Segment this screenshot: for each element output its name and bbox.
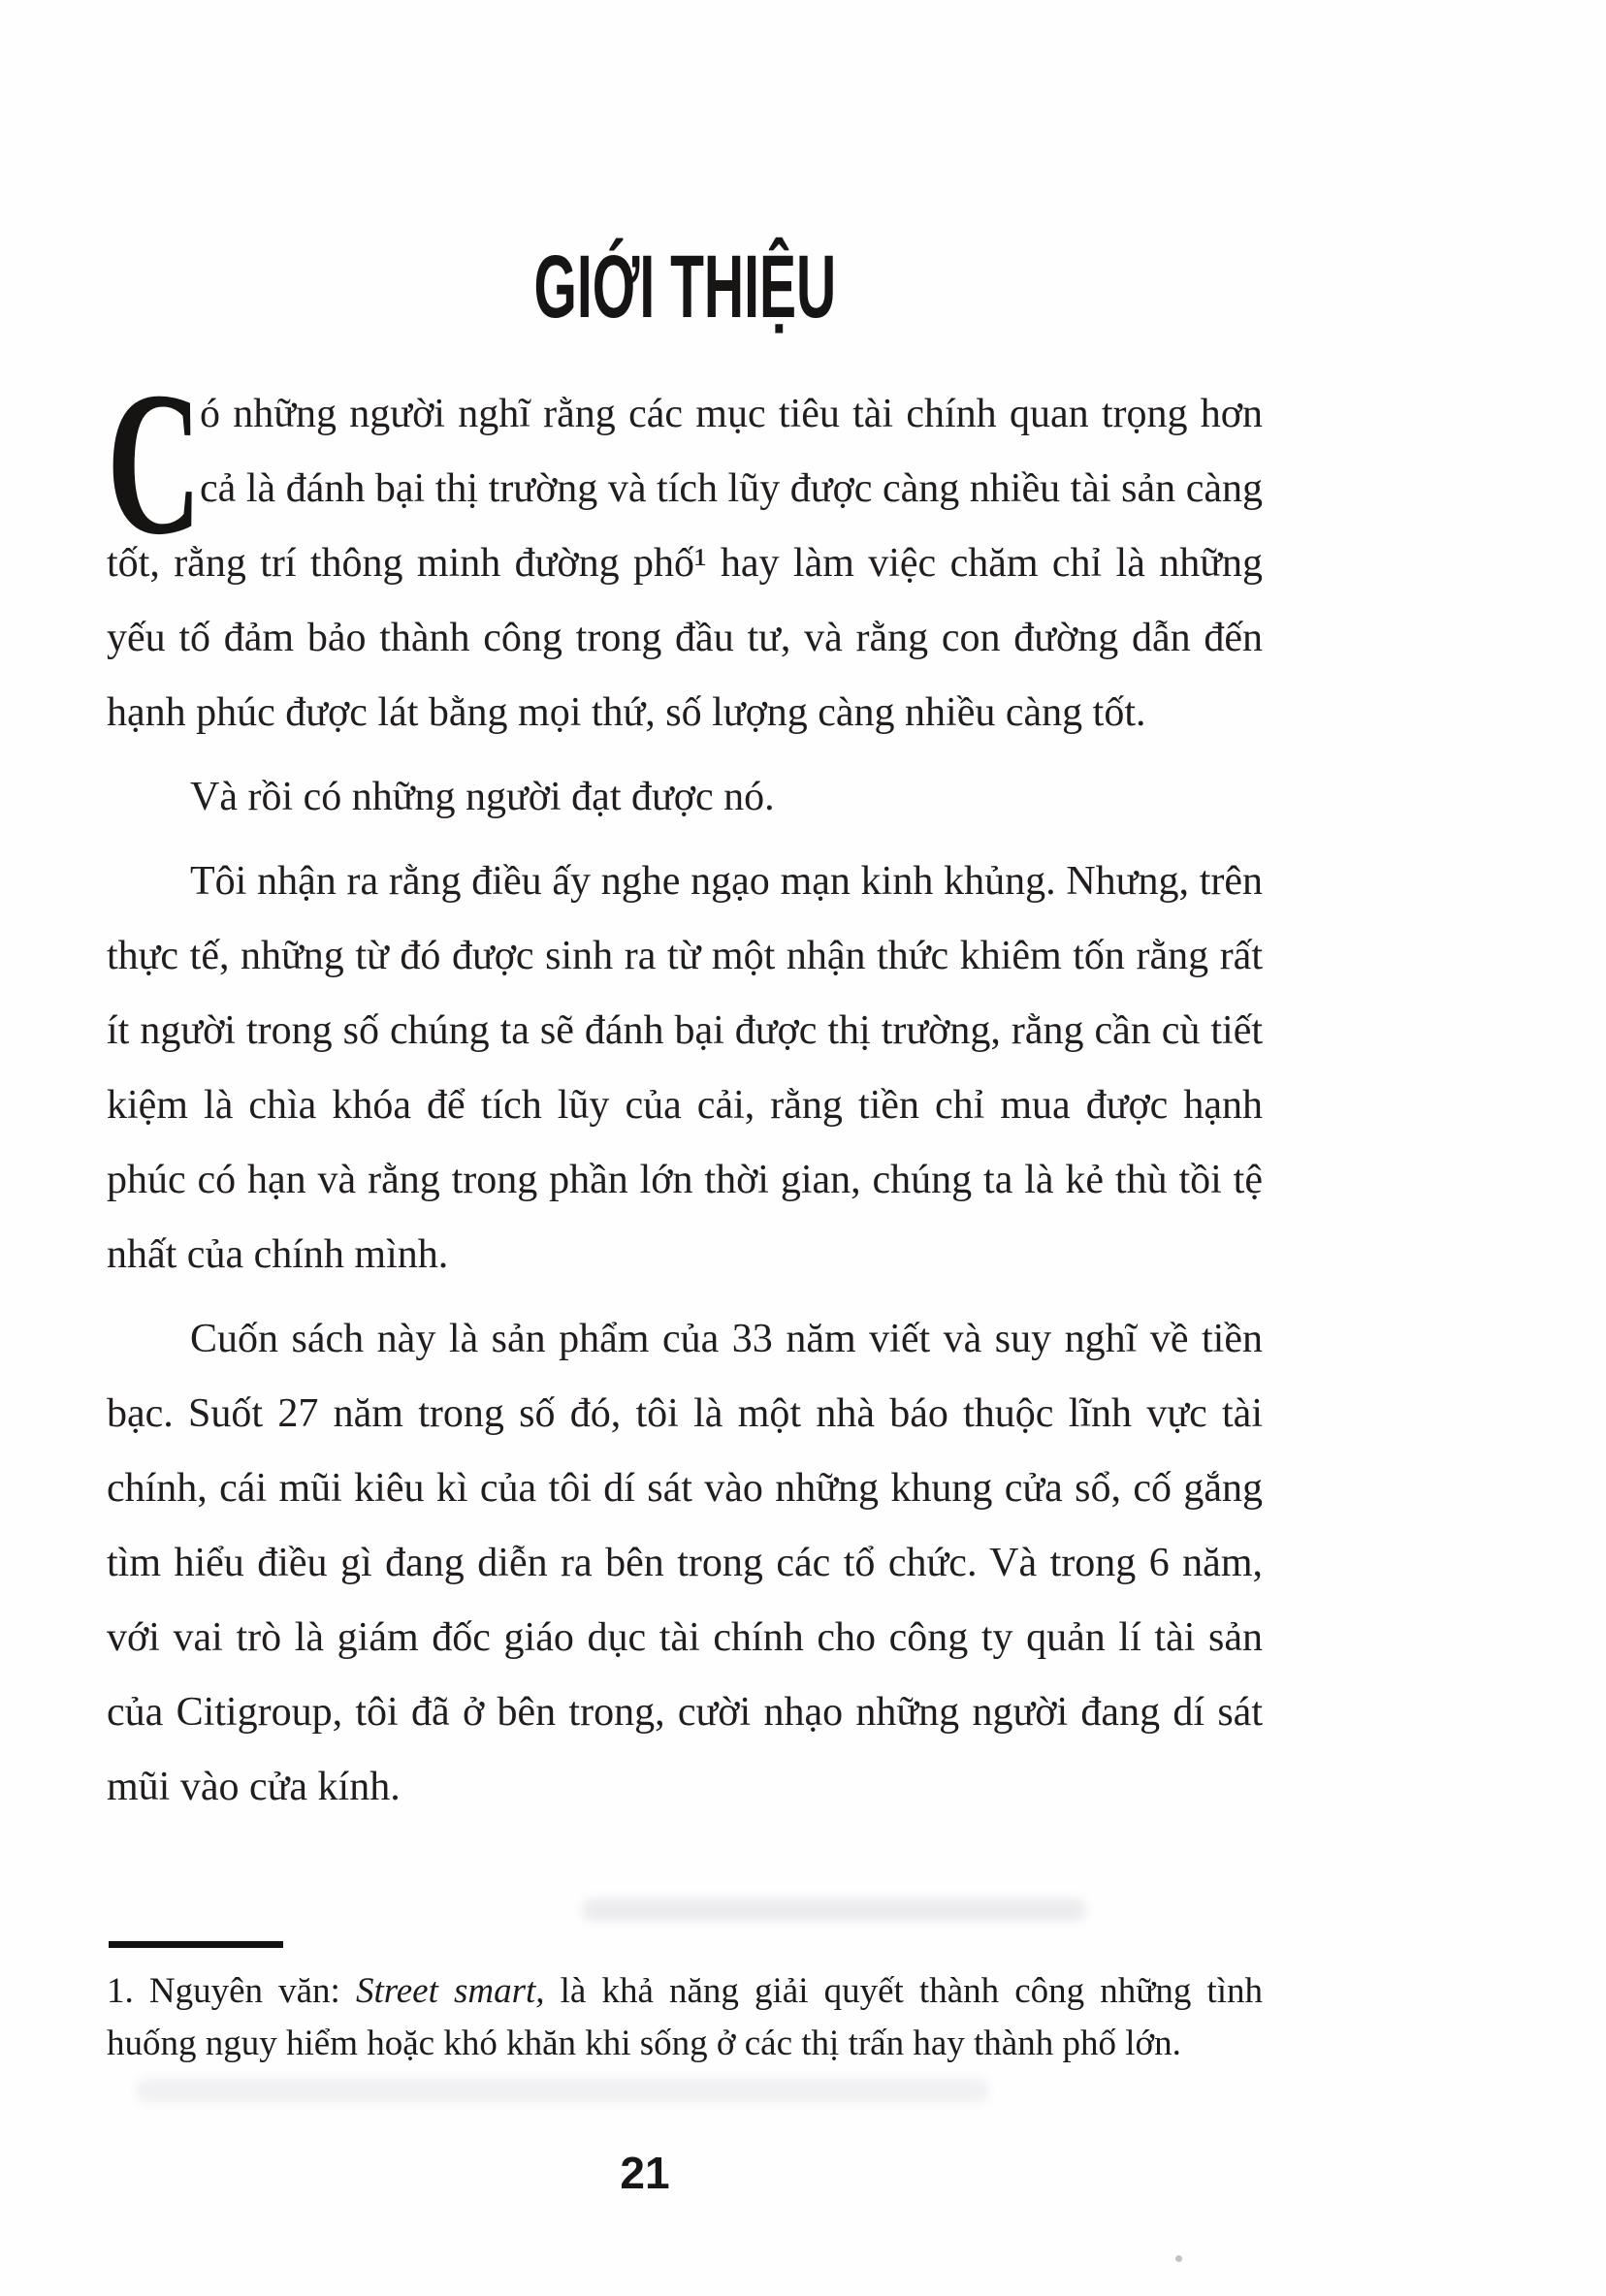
footnote bbox=[107, 1941, 1263, 2070]
text-column bbox=[107, 239, 1263, 1834]
bleed-through-mark bbox=[136, 2079, 989, 2102]
footnote-rest: là khả năng giải quyết thành công những tình huống nguy hiểm hoặc khó khăn khi sống ở các thị trấn hay thành phố lớn. bbox=[107, 1971, 1263, 2063]
bleed-through-mark bbox=[582, 1898, 1086, 1922]
scan-speck bbox=[1175, 2255, 1182, 2262]
body-text bbox=[107, 349, 1263, 1825]
footnote-prefix: 1. Nguyên văn: bbox=[107, 1971, 356, 2011]
paragraph-4: Cuốn sách này là sản phẩm của 33 năm viết và suy nghĩ về tiền bạc. Suốt 27 năm trong số đó, tôi là một nhà báo thuộc lĩnh vực tài chính, cái mũi kiêu kì của tôi dí sát vào những khung cửa sổ, cố gắng tìm hiểu điều gì đang diễn ra bên trong các tổ chức. Và trong 6 năm, với vai trò là giám đốc giáo dục tài chính cho công ty quản lí tài sản của Citigroup, tôi đã ở bên trong, cười nhạo những người đang dí sát mũi vào cửa kính. bbox=[107, 1317, 1263, 1810]
paragraph-1-text: ó những người nghĩ rằng các mục tiêu tài chính quan trọng hơn cả là đánh bại thị trường và tích lũy được càng nhiều tài sản càng tốt, rằng trí thông minh đường phố¹ hay làm việc chăm chỉ là những yếu tố đảm bảo thành công trong đầu tư, và rằng con đường dẫn đến hạnh phúc được lát bằng mọi thứ, số lượng càng nhiều càng tốt. bbox=[107, 392, 1263, 736]
page-number: 21 bbox=[620, 2148, 670, 2198]
footnote-text bbox=[107, 1965, 1263, 2070]
paragraph-2: Và rồi có những người đạt được nó. bbox=[190, 775, 775, 820]
paragraph-3: Tôi nhận ra rằng điều ấy nghe ngạo mạn kinh khủng. Nhưng, trên thực tế, những từ đó được sinh ra từ một nhận thức khiêm tốn rằng rất ít người trong số chúng ta sẽ đánh bại được thị trường, rằng cần cù tiết kiệm là chìa khóa để tích lũy của cải, rằng tiền chỉ mua được hạnh phúc có hạn và rằng trong phần lớn thời gian, chúng ta là kẻ thù tồi tệ nhất của chính mình. bbox=[107, 859, 1263, 1278]
footnote-divider bbox=[109, 1941, 283, 1948]
footnote-term-italic: Street smart, bbox=[355, 1971, 545, 2011]
chapter-title-text: GIỚI THIỆU bbox=[533, 238, 836, 336]
paragraph-1 bbox=[107, 349, 1263, 750]
chapter-title bbox=[107, 239, 1263, 336]
drop-cap: C bbox=[107, 349, 202, 578]
